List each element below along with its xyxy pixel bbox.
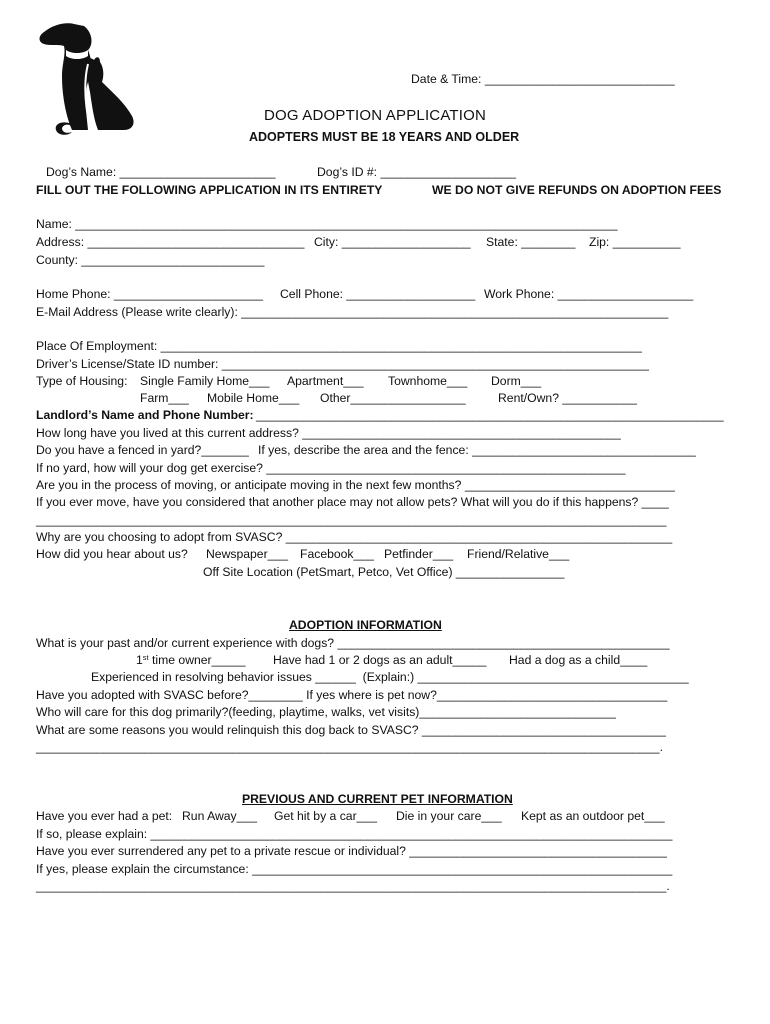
dog-experience-field[interactable]: What is your past and/or current experience with dogs? _________________________________________________	[36, 636, 670, 650]
had-dogs-option[interactable]: Have had 1 or 2 dogs as an adult_____	[273, 653, 487, 667]
relinquish-reasons-field[interactable]: What are some reasons you would relinquish this dog back to SVASC? ____________________________________	[36, 723, 666, 737]
housing-type-label: Type of Housing:	[36, 374, 128, 388]
off-site-option[interactable]: Off Site Location (PetSmart, Petco, Vet Office) ________________	[203, 565, 565, 579]
no-refunds-notice: WE DO NOT GIVE REFUNDS ON ADOPTION FEES	[432, 183, 722, 197]
moving-field[interactable]: Are you in the process of moving, or anticipate moving in the next few months? _______________________________	[36, 478, 675, 492]
hear-about-label: How did you hear about us?	[36, 547, 188, 561]
behavior-issues-field[interactable]: Experienced in resolving behavior issues ______ (Explain:) ________________________________________	[91, 670, 689, 684]
explain-field[interactable]: If so, please explain: _____________________________________________________________________________	[36, 827, 673, 841]
rent-own-field[interactable]: Rent/Own? ___________	[498, 391, 637, 405]
license-field[interactable]: Driver’s License/State ID number: _______________________________________________________________	[36, 357, 649, 371]
facebook-option[interactable]: Facebook___	[300, 547, 374, 561]
adoption-info-heading: ADOPTION INFORMATION	[289, 618, 442, 632]
newspaper-option[interactable]: Newspaper___	[206, 547, 288, 561]
landlord-label: Landlord’s Name and Phone Number:	[36, 408, 254, 422]
dog-name-field[interactable]: Dog’s Name: _______________________	[46, 165, 276, 179]
fence-description-field[interactable]: If yes, describe the area and the fence: _________________________________	[258, 443, 696, 457]
first-time-owner-option[interactable]: 1st time owner_____	[136, 653, 246, 667]
dog-and-cat-silhouette-logo	[36, 20, 148, 138]
state-field[interactable]: State: ________	[486, 235, 576, 249]
farm-option[interactable]: Farm___	[140, 391, 189, 405]
other-housing-field[interactable]: Other_________________	[320, 391, 466, 405]
age-requirement-notice: ADOPTERS MUST BE 18 YEARS AND OLDER	[249, 130, 520, 144]
had-dog-child-option[interactable]: Had a dog as a child____	[509, 653, 648, 667]
applicant-name-field[interactable]: Name: ________________________________________________________________________________	[36, 217, 618, 231]
single-family-option[interactable]: Single Family Home___	[140, 374, 270, 388]
townhome-option[interactable]: Townhome___	[388, 374, 468, 388]
date-time-field[interactable]: Date & Time: ____________________________	[411, 72, 675, 86]
zip-field[interactable]: Zip: __________	[589, 235, 681, 249]
hit-by-car-option[interactable]: Get hit by a car___	[274, 809, 377, 823]
surrendered-pet-field[interactable]: Have you ever surrendered any pet to a private rescue or individual? ______________________________________	[36, 844, 667, 858]
pet-info-heading: PREVIOUS AND CURRENT PET INFORMATION	[242, 792, 513, 806]
circumstance-line[interactable]: _____________________________________________________________________________________________.	[36, 879, 670, 893]
residence-duration-field[interactable]: How long have you lived at this current address? _______________________________________________	[36, 426, 621, 440]
employment-field[interactable]: Place Of Employment: _______________________________________________________________________	[36, 339, 642, 353]
address-field[interactable]: Address: ________________________________	[36, 235, 305, 249]
dorm-option[interactable]: Dorm___	[491, 374, 542, 388]
form-title: DOG ADOPTION APPLICATION	[264, 107, 487, 124]
home-phone-field[interactable]: Home Phone: ______________________	[36, 287, 264, 301]
mobile-home-option[interactable]: Mobile Home___	[207, 391, 300, 405]
move-pets-line[interactable]: _____________________________________________________________________________________________	[36, 513, 667, 527]
died-in-care-option[interactable]: Die in your care___	[396, 809, 502, 823]
cell-phone-field[interactable]: Cell Phone: ___________________	[280, 287, 476, 301]
fill-out-instruction: FILL OUT THE FOLLOWING APPLICATION IN ITS ENTIRETY	[36, 183, 383, 197]
circumstance-field[interactable]: If yes, please explain the circumstance: ______________________________________________________________	[36, 862, 673, 876]
exercise-field[interactable]: If no yard, how will your dog get exercise? _____________________________________________________	[36, 461, 626, 475]
fenced-yard-field[interactable]: Do you have a fenced in yard?_______	[36, 443, 249, 457]
work-phone-field[interactable]: Work Phone: ____________________	[484, 287, 694, 301]
primary-caregiver-field[interactable]: Who will care for this dog primarily?(feeding, playtime, walks, vet visits)_____________________________	[36, 705, 616, 719]
adopted-before-field[interactable]: Have you adopted with SVASC before?________ If yes where is pet now?__________________________________	[36, 688, 668, 702]
had-pet-label: Have you ever had a pet:	[36, 809, 173, 823]
apartment-option[interactable]: Apartment___	[287, 374, 364, 388]
dog-id-field[interactable]: Dog’s ID #: ____________________	[317, 165, 517, 179]
petfinder-option[interactable]: Petfinder___	[384, 547, 454, 561]
outdoor-pet-option[interactable]: Kept as an outdoor pet___	[521, 809, 665, 823]
move-pets-field[interactable]: If you ever move, have you considered that another place may not allow pets? What will you do if this happens? ____	[36, 495, 669, 509]
why-svasc-field[interactable]: Why are you choosing to adopt from SVASC? _________________________________________________________	[36, 530, 673, 544]
city-field[interactable]: City: ___________________	[314, 235, 471, 249]
landlord-field[interactable]: _____________________________________________________________________	[256, 408, 724, 422]
friend-relative-option[interactable]: Friend/Relative___	[467, 547, 570, 561]
run-away-option[interactable]: Run Away___	[182, 809, 257, 823]
relinquish-reasons-line[interactable]: ____________________________________________________________________________________________.	[36, 740, 663, 754]
county-field[interactable]: County: ___________________________	[36, 253, 265, 267]
email-field[interactable]: E-Mail Address (Please write clearly): _______________________________________________________________	[36, 305, 669, 319]
